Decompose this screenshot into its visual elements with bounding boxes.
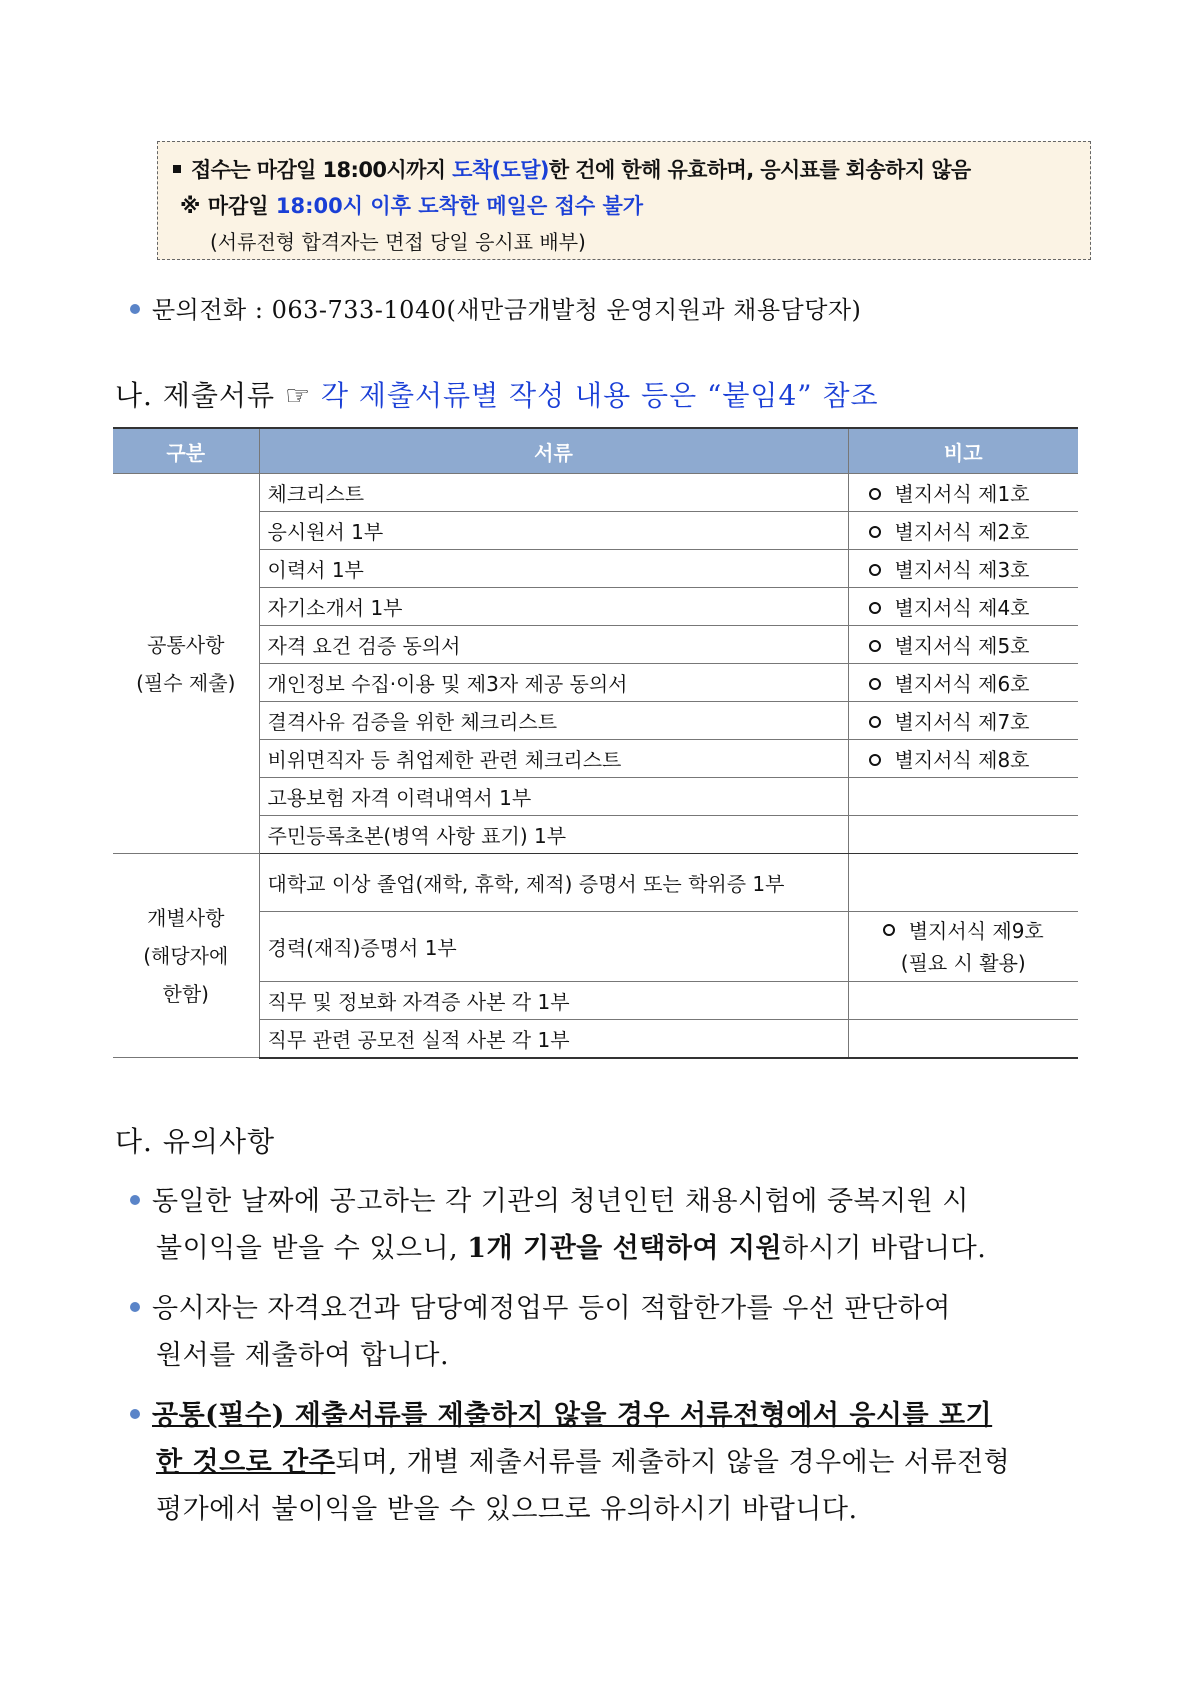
bullet-dot-icon: [130, 1409, 140, 1419]
caution-text: 동일한 날짜에 공고하는 각 기관의 청년인턴 채용시험에 중복지원 시: [152, 1186, 969, 1217]
document-cell: 개인정보 수집·이용 및 제3자 제공 동의서: [259, 664, 848, 702]
circle-bullet-icon: [883, 924, 895, 936]
document-cell: 고용보험 자격 이력내역서 1부: [259, 778, 848, 816]
note-text: 별지서식 제4호: [894, 596, 1030, 620]
note-text: 별지서식 제3호: [894, 558, 1030, 582]
circle-bullet-icon: [869, 640, 881, 652]
note-text: 별지서식 제5호: [894, 634, 1030, 658]
note-cell: [848, 664, 1078, 702]
notice-line-3: (서류전형 합격자는 면접 당일 응시표 배부): [210, 230, 586, 254]
category-label: 개별사항: [147, 905, 225, 930]
category-label: (해당자에: [143, 943, 229, 968]
caution-continuation: 평가에서 불이익을 받을 수 있으므로 유의하시기 바랍니다.: [156, 1494, 858, 1525]
notice-text: 접수는 마감일 18:00시까지: [191, 158, 453, 182]
note-cell: [848, 912, 1078, 982]
note-cell: [848, 816, 1078, 854]
category-common: [113, 474, 259, 854]
section-title-documents: [115, 374, 879, 414]
document-cell: 주민등록초본(병역 사항 표기) 1부: [259, 816, 848, 854]
header-document: 서류: [259, 428, 848, 474]
note-text: 별지서식 제2호: [894, 520, 1030, 544]
circle-bullet-icon: [869, 678, 881, 690]
category-label: 한함): [162, 981, 209, 1006]
note-cell: [848, 778, 1078, 816]
notice-line-2: [180, 190, 643, 220]
document-cell: 체크리스트: [259, 474, 848, 512]
document-cell: 비위면직자 등 취업제한 관련 체크리스트: [259, 740, 848, 778]
documents-table: [113, 427, 1078, 1059]
circle-bullet-icon: [869, 754, 881, 766]
note-cell: [848, 550, 1078, 588]
caution-text: 되며, 개별 제출서류를 제출하지 않을 경우에는 서류전형: [335, 1447, 1011, 1478]
note-text: 별지서식 제1호: [894, 482, 1030, 506]
notice-text: ※ 마감일: [180, 194, 276, 218]
note-line: [857, 915, 1071, 947]
caution-text: 응시자는 자격요건과 담당예정업무 등이 적합한가를 우선 판단하여: [152, 1293, 951, 1324]
circle-bullet-icon: [869, 526, 881, 538]
note-cell: [848, 854, 1078, 912]
category-label: (필수 제출): [136, 670, 236, 695]
note-cell: [848, 982, 1078, 1020]
inquiry-text: 문의전화 : 063-733-1040(새만금개발청 운영지원과 채용담당자): [152, 296, 862, 324]
document-cell: 직무 관련 공모전 실적 사본 각 1부: [259, 1020, 848, 1058]
note-text: 별지서식 제9호: [908, 918, 1044, 943]
caution-emphasis: 한 것으로 간주: [156, 1447, 336, 1478]
bullet-dot-icon: [130, 1302, 140, 1312]
notice-line-1: [173, 154, 971, 184]
note-text: 별지서식 제7호: [894, 710, 1030, 734]
caution-text: 하시기 바랍니다.: [782, 1233, 987, 1264]
document-cell: 경력(재직)증명서 1부: [259, 912, 848, 982]
category-individual: [113, 854, 259, 1058]
notice-highlight: 도착(도달): [452, 158, 549, 182]
section-title-cautions: 다. 유의사항: [115, 1125, 276, 1158]
section-title-text: 나. 제출서류: [115, 379, 285, 412]
caution-item-2: [130, 1285, 1090, 1379]
note-cell: [848, 1020, 1078, 1058]
circle-bullet-icon: [869, 716, 881, 728]
pointing-hand-icon: ☞: [284, 379, 312, 412]
category-label: 공통사항: [147, 632, 225, 657]
caution-continuation: 원서를 제출하여 합니다.: [156, 1340, 450, 1371]
circle-bullet-icon: [869, 488, 881, 500]
section-reference: 각 제출서류별 작성 내용 등은 “붙임4” 참조: [311, 379, 879, 412]
document-cell: 자기소개서 1부: [259, 588, 848, 626]
note-cell: [848, 626, 1078, 664]
square-bullet-icon: [173, 165, 181, 173]
note-cell: [848, 512, 1078, 550]
bullet-dot-icon: [130, 304, 140, 314]
caution-emphasis: 1개 기관을 선택하여 지원: [467, 1233, 783, 1264]
note-text: 별지서식 제6호: [894, 672, 1030, 696]
caution-continuation: [130, 1225, 1090, 1272]
note-text: (필요 시 활용): [900, 950, 1026, 975]
note-text: 별지서식 제8호: [894, 748, 1030, 772]
caution-emphasis: 공통(필수) 제출서류를 제출하지 않을 경우 서류전형에서 응시를 포기: [152, 1400, 993, 1431]
document-cell: 자격 요건 검증 동의서: [259, 626, 848, 664]
caution-text: 불이익을 받을 수 있으니,: [156, 1233, 468, 1264]
note-cell: [848, 474, 1078, 512]
note-cell: [848, 740, 1078, 778]
notice-text: 한 건에 한해 유효하며, 응시표를 회송하지 않음: [548, 158, 971, 182]
circle-bullet-icon: [869, 602, 881, 614]
header-category: 구분: [113, 428, 259, 474]
document-cell: 대학교 이상 졸업(재학, 휴학, 제적) 증명서 또는 학위증 1부: [259, 854, 848, 912]
inquiry-line: [130, 290, 861, 325]
note-cell: [848, 702, 1078, 740]
caution-item-3: [130, 1392, 1090, 1533]
document-cell: 응시원서 1부: [259, 512, 848, 550]
document-cell: 이력서 1부: [259, 550, 848, 588]
table-row: [113, 474, 1078, 512]
header-note: 비고: [848, 428, 1078, 474]
bullet-dot-icon: [130, 1195, 140, 1205]
caution-continuation: [130, 1439, 1090, 1486]
note-cell: [848, 588, 1078, 626]
notice-highlight: 18:00시 이후 도착한 메일은 접수 불가: [275, 194, 644, 218]
notice-box: [157, 141, 1091, 260]
document-cell: 결격사유 검증을 위한 체크리스트: [259, 702, 848, 740]
document-cell: 직무 및 정보화 자격증 사본 각 1부: [259, 982, 848, 1020]
table-header-row: [113, 428, 1078, 474]
circle-bullet-icon: [869, 564, 881, 576]
table-row: [113, 854, 1078, 912]
caution-item-1: [130, 1178, 1090, 1272]
